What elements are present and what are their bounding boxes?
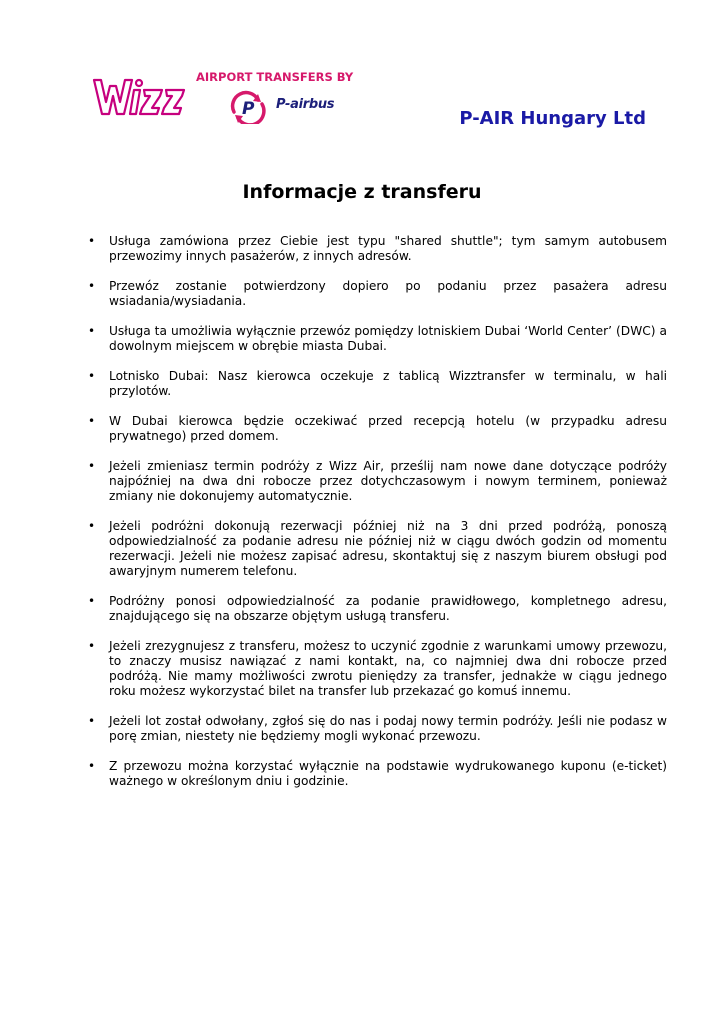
list-item-text: Jeżeli zmieniasz termin podróży z Wizz Air, prześlij nam nowe dane dotyczące podróży najpóźniej na dwa dni robocze przez dotychczasowym i nowym terminem, ponieważ zmiany nie dokonujemy automatycznie. (109, 459, 667, 503)
list-item (84, 639, 667, 699)
bullet-icon: • (88, 714, 96, 728)
list-item-text: W Dubai kierowca będzie oczekiwać przed recepcją hotelu (w przypadku adresu prywatnego) przed domem. (109, 414, 667, 443)
list-item-text: Jeżeli zrezygnujesz z transferu, możesz to uczynić zgodnie z warunkami umowy przewozu, to znaczy musisz nawiązać z nami kontakt, na, co najmniej dwa dni robocze przed podróżą. Nie mamy możliwości zwrotu pieniędzy za transfer, jednakże w ciągu jednego roku możesz wykorzystać bilet na transfer lub przekazać go komuś innemu. (109, 639, 667, 698)
transfer-info-list-container (84, 234, 667, 804)
svg-text:P: P (242, 99, 255, 119)
list-item (84, 369, 667, 399)
pairbus-brand-text: P-airbus (276, 97, 335, 112)
list-item (84, 414, 667, 444)
list-item (84, 279, 667, 309)
list-item-text: Usługa ta umożliwia wyłącznie przewóz pomiędzy lotniskiem Dubai ‘World Center’ (DWC) a dowolnym miejscem w obrębie miasta Dubai. (109, 324, 667, 353)
list-item (84, 714, 667, 744)
list-item (84, 324, 667, 354)
list-item-text: Usługa zamówiona przez Ciebie jest typu "shared shuttle"; tym samym autobusem przewozimy innych pasażerów, z innych adresów. (109, 234, 667, 263)
airport-transfers-by-label: AIRPORT TRANSFERS BY (196, 70, 354, 84)
bullet-icon: • (88, 324, 96, 338)
list-item-text: Jeżeli lot został odwołany, zgłoś się do nas i podaj nowy termin podróży. Jeśli nie podasz w porę zmian, niestety nie będziemy mogli wykonać przewozu. (109, 714, 667, 743)
list-item (84, 759, 667, 789)
bullet-icon: • (88, 369, 96, 383)
list-item-text: Lotnisko Dubai: Nasz kierowca oczekuje z tablicą Wizztransfer w terminalu, w hali przylotów. (109, 369, 667, 398)
list-item (84, 234, 667, 264)
bullet-icon: • (88, 459, 96, 473)
list-item (84, 459, 667, 504)
bullet-icon: • (88, 759, 96, 773)
wizz-logo (92, 74, 188, 120)
list-item-text: Przewóz zostanie potwierdzony dopiero po podaniu przez pasażera adresu wsiadania/wysiadania. (109, 279, 667, 308)
bullet-icon: • (88, 234, 96, 248)
bullet-icon: • (88, 594, 96, 608)
bullet-icon: • (88, 639, 96, 653)
document-title: Informacje z transferu (242, 181, 482, 203)
transfer-info-list (84, 234, 667, 789)
list-item-text: Jeżeli podróżni dokonują rezerwacji później niż na 3 dni przed podróżą, ponoszą odpowiedzialność za podanie adresu nie później niż w ciągu dwóch godzin od momentu rezerwacji. Jeżeli nie możesz zapisać adresu, skontaktuj się z naszym biurem obsługi pod awaryjnym numerem telefonu. (109, 519, 667, 578)
bullet-icon: • (88, 279, 96, 293)
list-item-text: Podróżny ponosi odpowiedzialność za podanie prawidłowego, kompletnego adresu, znajdującego się na obszarze objętym usługą transferu. (109, 594, 667, 623)
document-header (0, 0, 724, 140)
company-name: P-AIR Hungary Ltd (459, 108, 646, 129)
list-item (84, 519, 667, 579)
bullet-icon: • (88, 414, 96, 428)
bullet-icon: • (88, 519, 96, 533)
list-item (84, 594, 667, 624)
list-item-text: Z przewozu można korzystać wyłącznie na podstawie wydrukowanego kuponu (e-ticket) ważnego w określonym dniu i godzinie. (109, 759, 667, 788)
